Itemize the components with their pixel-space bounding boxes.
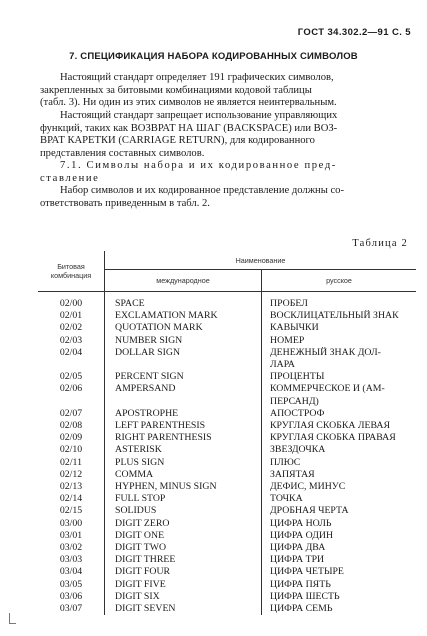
table-row [38,579,416,591]
cell-intl: DIGIT TWO [105,542,262,554]
cell-intl: APOSTROPHE [105,408,262,420]
cell-code: 02/08 [38,420,105,432]
cell-ru: КРУГЛАЯ СКОБКА ПРАВАЯ [270,432,396,444]
p2-line-4: представления составных символов. [40,147,205,159]
cell-code [38,359,105,371]
cell-code: 03/02 [38,542,105,554]
table-row [38,591,416,603]
cell-ru: ЦИФРА ШЕСТЬ [270,590,340,602]
section-title: 7. СПЕЦИФИКАЦИЯ НАБОРА КОДИРОВАННЫХ СИМВОЛОВ [69,51,358,62]
cell-code: 02/00 [38,292,105,311]
cell-intl: DIGIT FIVE [105,579,262,591]
cell-code: 02/01 [38,310,105,322]
table-row [38,383,416,395]
subsection-heading [40,160,409,185]
sub-line-2: ставление [40,172,100,184]
cell-ru: ДЕФИС, МИНУС [270,481,346,493]
table-caption: Таблица 2 [352,238,408,249]
table-row [38,493,416,505]
cell-intl: HYPHEN, MINUS SIGN [105,481,262,493]
p2-line-1: Настоящий стандарт запрещает использование управляющих [60,110,338,121]
col-header-code: Битовая комбинация [38,251,105,292]
table-row [38,310,416,322]
table-row [38,371,416,383]
cell-intl: PERCENT SIGN [105,371,262,383]
sub-line-1: 7.1. Символы набора и их кодированное пред- [60,160,337,171]
table-row [38,432,416,444]
table-row [38,481,416,493]
cell-intl: SPACE [105,292,262,311]
cell-intl: COMMA [105,469,262,481]
cell-code: 03/05 [38,579,105,591]
cell-intl: DIGIT ONE [105,530,262,542]
cell-ru: КРУГЛАЯ СКОБКА ЛЕВАЯ [270,420,391,432]
cell-ru: КАВЫЧКИ [270,322,319,334]
cell-intl: NUMBER SIGN [105,335,262,347]
table-row [38,335,416,347]
cell-ru: ЛАРА [270,359,295,371]
col-header-intl: международное [105,270,262,292]
p1-line-3: (табл. 3). Ни один из этих символов не является неинтервальным. [40,97,337,109]
cell-intl: DOLLAR SIGN [105,347,262,359]
cell-code: 02/04 [38,347,105,359]
cell-intl: DIGIT THREE [105,554,262,566]
col-header-ru: русское [262,270,417,292]
cell-code [38,396,105,408]
cell-intl [105,359,262,371]
cell-ru: ПЛЮС [270,456,301,468]
cell-ru: АПОСТРОФ [270,407,325,419]
cell-code: 02/03 [38,335,105,347]
p2-line-2: функций, таких как ВОЗВРАТ НА ШАГ (BACKSPACE) или ВОЗ- [40,122,338,134]
cell-ru: ЗВЕЗДОЧКА [270,444,326,456]
corner-mark [9,613,16,624]
table-row [38,292,416,311]
table-row [38,396,416,408]
cell-code: 02/13 [38,481,105,493]
p1-line-1: Настоящий стандарт определяет 191 графических символов, [60,72,334,83]
cell-intl: RIGHT PARENTHESIS [105,432,262,444]
code-table [38,251,416,615]
cell-intl: QUOTATION MARK [105,322,262,334]
cell-code: 02/10 [38,444,105,456]
cell-ru: ДЕНЕЖНЫЙ ЗНАК ДОЛ- [270,346,381,358]
table-row [38,566,416,578]
cell-code: 02/15 [38,505,105,517]
table-row [38,408,416,420]
cell-intl: ASTERISK [105,444,262,456]
p4-line-2: ответствовать приведенным в табл. 2. [40,197,210,209]
cell-ru: НОМЕР [270,334,305,346]
cell-code: 03/00 [38,518,105,530]
cell-intl: FULL STOP [105,493,262,505]
cell-code: 03/04 [38,566,105,578]
cell-code: 02/11 [38,457,105,469]
cell-ru: ЗАПЯТАЯ [270,468,315,480]
cell-ru: ТОЧКА [270,493,303,505]
cell-intl: DIGIT ZERO [105,518,262,530]
table-row [38,420,416,432]
table-row [38,603,416,615]
cell-intl: SOLIDUS [105,505,262,517]
table-row [38,322,416,334]
table-row [38,505,416,517]
cell-intl: EXCLAMATION MARK [105,310,262,322]
table-row [38,518,416,530]
paragraph-1 [40,72,409,110]
cell-intl: DIGIT FOUR [105,566,262,578]
cell-intl: PLUS SIGN [105,457,262,469]
table-row [38,347,416,359]
cell-code: 03/07 [38,603,105,615]
cell-ru: ДРОБНАЯ ЧЕРТА [270,505,349,517]
cell-code: 03/03 [38,554,105,566]
p2-line-3: ВРАТ КАРЕТКИ (CARRIAGE RETURN), для кодированного [40,135,315,147]
cell-code: 02/09 [38,432,105,444]
cell-ru: КОММЕРЧЕСКОЕ И (АМ- [270,383,385,395]
cell-ru: ЦИФРА ПЯТЬ [270,578,331,590]
col-header-name: Наименование [105,251,417,270]
cell-ru: ВОСКЛИЦАТЕЛЬНЫЙ ЗНАК [270,310,399,322]
cell-code: 02/07 [38,408,105,420]
page-header: ГОСТ 34.302.2—91 С. 5 [297,27,411,38]
table-row [38,530,416,542]
cell-intl: LEFT PARENTHESIS [105,420,262,432]
p1-line-2: закрепленных за битовыми комбинациями кодовой таблицы [40,84,312,96]
p4-line-1: Набор символов и их кодированное представление должны со- [60,185,344,196]
cell-ru: ПРОЦЕНТЫ [270,371,325,383]
cell-ru: ЦИФРА ДВА [270,542,326,554]
table-row [38,554,416,566]
cell-code: 02/05 [38,371,105,383]
cell-ru: ЦИФРА ЧЕТЫРЕ [270,566,344,578]
cell-ru: ЦИФРА ОДИН [270,529,334,541]
table-row [38,469,416,481]
cell-intl: DIGIT SEVEN [105,603,262,615]
table-row [38,542,416,554]
cell-code: 02/14 [38,493,105,505]
paragraph-2 [40,110,409,160]
cell-intl [105,396,262,408]
table-row [38,457,416,469]
cell-ru: ЦИФРА НОЛЬ [270,517,332,529]
cell-ru: ПРОБЕЛ [270,298,308,309]
cell-code: 03/01 [38,530,105,542]
cell-code: 02/12 [38,469,105,481]
cell-code: 02/06 [38,383,105,395]
cell-code: 03/06 [38,591,105,603]
cell-ru: ПЕРСАНД) [270,395,319,407]
table-row [38,359,416,371]
cell-intl: DIGIT SIX [105,591,262,603]
cell-ru: ЦИФРА СЕМЬ [270,603,333,615]
cell-ru: ЦИФРА ТРИ [270,554,325,566]
cell-intl: AMPERSAND [105,383,262,395]
paragraph-4 [40,185,409,210]
cell-code: 02/02 [38,322,105,334]
table-row [38,444,416,456]
